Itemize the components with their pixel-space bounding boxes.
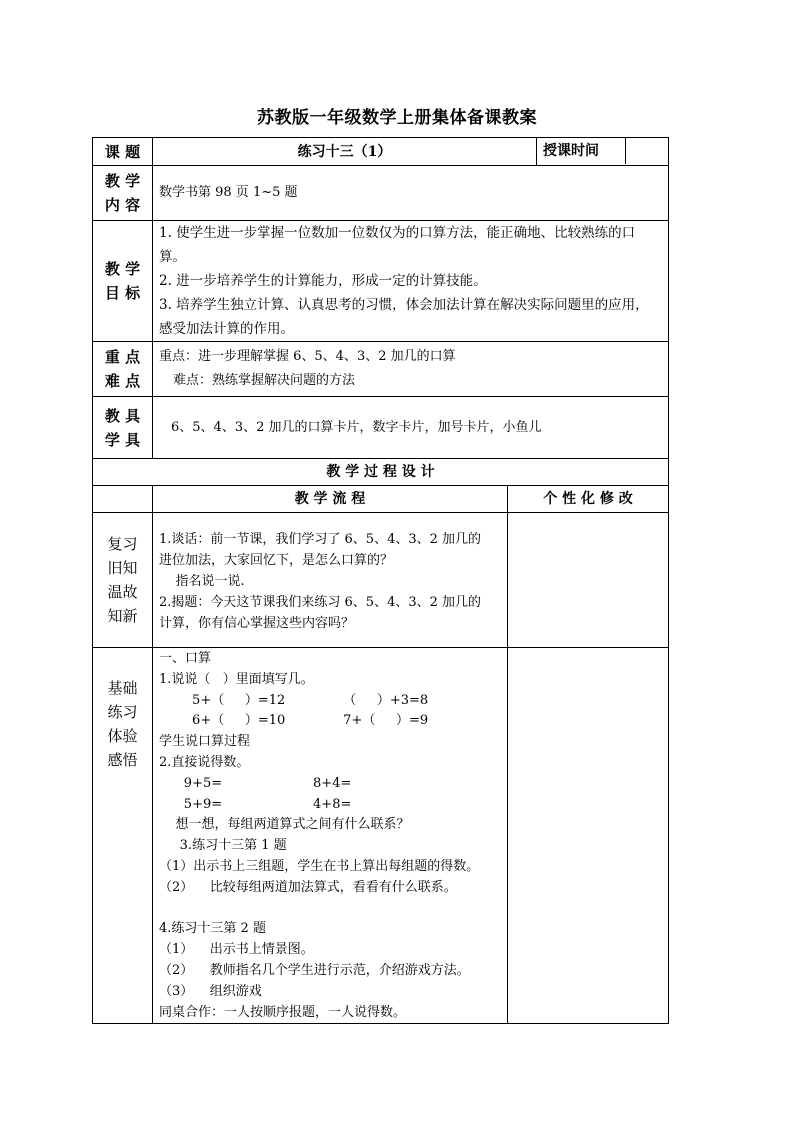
process-header-row: [93, 486, 669, 513]
topic-value: 练习十三（1）: [153, 138, 537, 166]
goals-row: [93, 221, 669, 342]
practice-row: [93, 648, 669, 1024]
goal-item: 2. 进一步培养学生的计算能力，形成一定的计算技能。: [159, 273, 487, 289]
modification-header: 个 性 化 修 改: [508, 486, 669, 513]
topic-label: 课 题: [93, 138, 153, 166]
keypoints-text: [153, 342, 669, 397]
goals-label: 教 学 目 标: [93, 221, 153, 342]
goal-item: 1. 使学生进一步掌握一位数加一位数仅为的口算方法，能正确地、比较熟练的口算。: [159, 225, 636, 265]
flow-header: 教 学 流 程: [153, 486, 508, 513]
practice-line: 4.练习十三第 2 题: [159, 921, 266, 937]
practice-line: 1.说说（ ）里面填写几。: [159, 671, 314, 687]
goal-item: 3. 培养学生独立计算、认真思考的习惯，体会加法计算在解决实际问题里的应用，感受加法计算的作用。: [159, 297, 649, 337]
key-point: 重点：进一步理解掌握 6、5、4、3、2 加几的口算: [159, 349, 456, 364]
practice-line: （2） 教师指名几个学生进行示范，介绍游戏方法。: [159, 962, 470, 978]
difficulty-point: 难点：熟练掌握解决问题的方法: [173, 373, 356, 388]
practice-line: 3.练习十三第 1 题: [159, 838, 287, 854]
tools-label: 教 具 学 具: [93, 397, 153, 459]
practice-line: 2.直接说得数。: [159, 754, 250, 770]
topic-row: [93, 138, 669, 166]
process-section-title: 教 学 过 程 设 计: [93, 459, 669, 486]
practice-line: 9+5= 8+4=: [159, 775, 352, 791]
practice-line: 6+（ ）=10 7+（ ）=9: [159, 713, 429, 729]
practice-line: （1） 出示书上情景图。: [159, 942, 314, 958]
practice-line: （1）出示书上三组题，学生在书上算出每组题的得数。: [159, 858, 480, 874]
practice-line: 想一想，每组两道算式之间有什么联系？: [159, 817, 410, 833]
document-title: 苏教版一年级数学上册集体备课教案: [257, 108, 537, 128]
teaching-time-cell: [537, 138, 669, 166]
content-label: 教 学 内 容: [93, 166, 153, 221]
review-content: 1.谈话：前一节课，我们学习了 6、5、4、3、2 加几的 进位加法，大家回忆下，是怎么口算的？ 指名说一说. 2.揭题：今天这节课我们来练习 6、5、4、3、2 加几的 计算，你有信心掌握这些内容吗？: [153, 513, 508, 648]
review-modification: [508, 513, 669, 648]
practice-line: 学生说口算过程: [159, 734, 251, 750]
lesson-plan-table: [92, 137, 669, 1024]
tools-text: 6、5、4、3、2 加几的口算卡片，数字卡片，加号卡片，小鱼儿: [153, 397, 669, 459]
practice-label: 基础 练习 体验 感悟: [93, 648, 153, 1024]
goals-list: [153, 221, 669, 342]
process-title-row: [93, 459, 669, 486]
practice-line: 同桌合作：一人按顺序报题，一人说得数。: [159, 1004, 407, 1020]
practice-line: （2） 比较每组两道加法算式，看看有什么联系。: [159, 879, 457, 895]
content-row: [93, 166, 669, 221]
practice-content: [153, 648, 508, 1024]
review-label: 复习 旧知 温故 知新: [93, 513, 153, 648]
teaching-time-value: [626, 138, 668, 164]
practice-line: 一、口算: [159, 651, 212, 666]
practice-line: （3） 组织游戏: [159, 983, 262, 999]
practice-modification: [508, 648, 669, 1024]
tools-row: [93, 397, 669, 459]
keypoints-label: 重 点 难 点: [93, 342, 153, 397]
practice-line: 5+（ ）=12 （ ）+3=8: [159, 692, 429, 708]
teaching-time-label: 授课时间: [537, 138, 626, 164]
practice-line: 5+9= 4+8=: [159, 796, 352, 812]
keypoints-row: [93, 342, 669, 397]
content-text: 数学书第 98 页 1~5 题: [153, 166, 669, 221]
review-row: [93, 513, 669, 648]
practice-line: [159, 899, 501, 920]
process-header-blank: [93, 486, 153, 513]
